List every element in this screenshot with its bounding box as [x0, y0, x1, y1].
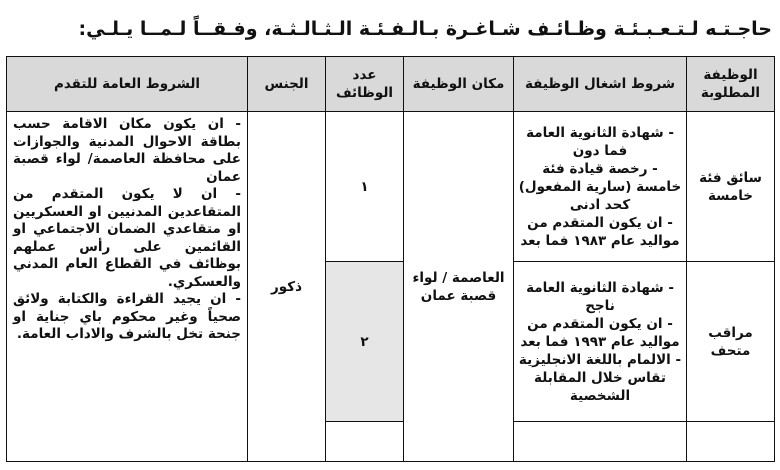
jobs-table [6, 56, 775, 462]
header-conditions: شروط اشغال الوظيفة [514, 57, 687, 112]
header-count: عدد الوظائف [326, 57, 404, 112]
condition-line: - الالمام باللغة الانجليزية تقاس خلال المقابلة الشخصية [518, 351, 682, 404]
general-condition-line: - ان يكون مكان الاقامة حسب بطاقة الاحوال المدنية والجوازات على محافظة العاصمة/ لواء قصبة عمان [13, 116, 241, 185]
empty-cell [687, 422, 775, 462]
condition-line: - ان يكون المتقدم من مواليد عام ١٩٩٣ فما بعد [520, 315, 680, 350]
empty-cell [514, 422, 687, 462]
cropped-top-line [0, 0, 780, 10]
header-general: الشروط العامة للتقدم [7, 57, 248, 112]
table-header-row [7, 57, 775, 112]
job-conditions [514, 262, 687, 422]
header-job: الوظيفة المطلوبة [687, 57, 775, 112]
header-location: مكان الوظيفة [404, 57, 514, 112]
condition-line: - شهادة الثانوية العامة ناجح [526, 279, 674, 314]
general-condition-line: - ان لا يكون المتقدم من المتقاعدين المدنيين او العسكريين او متقاعدي الضمان الاجتماعي او القائمين على رأس عملهم بوظائف في القطاع العام المدني والعسكري. [13, 186, 241, 290]
job-gender: ذكور [248, 112, 326, 462]
job-count: ٢ [326, 262, 404, 422]
condition-line: - ان يكون المتقدم من مواليد عام ١٩٨٣ فما بعد [520, 214, 680, 249]
empty-cell [326, 422, 404, 462]
job-title: مراقب متحف [687, 262, 775, 422]
intro-text: حاجـتـه لـتـعـبـئـة وظـائـف شـاغـرة بـالـفـئـة الـثـالـثـة، وفـقــاً لـمــا يـلـي: [78, 18, 772, 40]
condition-line: - شهادة الثانوية العامة فما دون [526, 124, 674, 159]
general-condition-line: - ان يجيد القراءة والكتابة ولائق صحياً وغير محكوم باي جناية او جنحة تخل بالشرف والاداب العامة. [13, 291, 241, 342]
table-row [7, 112, 775, 262]
general-conditions [7, 112, 248, 462]
job-location: العاصمة / لواء قصبة عمان [404, 112, 514, 462]
condition-line: - رخصة قيادة فئة خامسة (سارية المفعول) كحد ادنى [518, 160, 682, 213]
job-count: ١ [326, 112, 404, 262]
header-gender: الجنس [248, 57, 326, 112]
job-conditions [514, 112, 687, 262]
job-title: سائق فئة خامسة [687, 112, 775, 262]
